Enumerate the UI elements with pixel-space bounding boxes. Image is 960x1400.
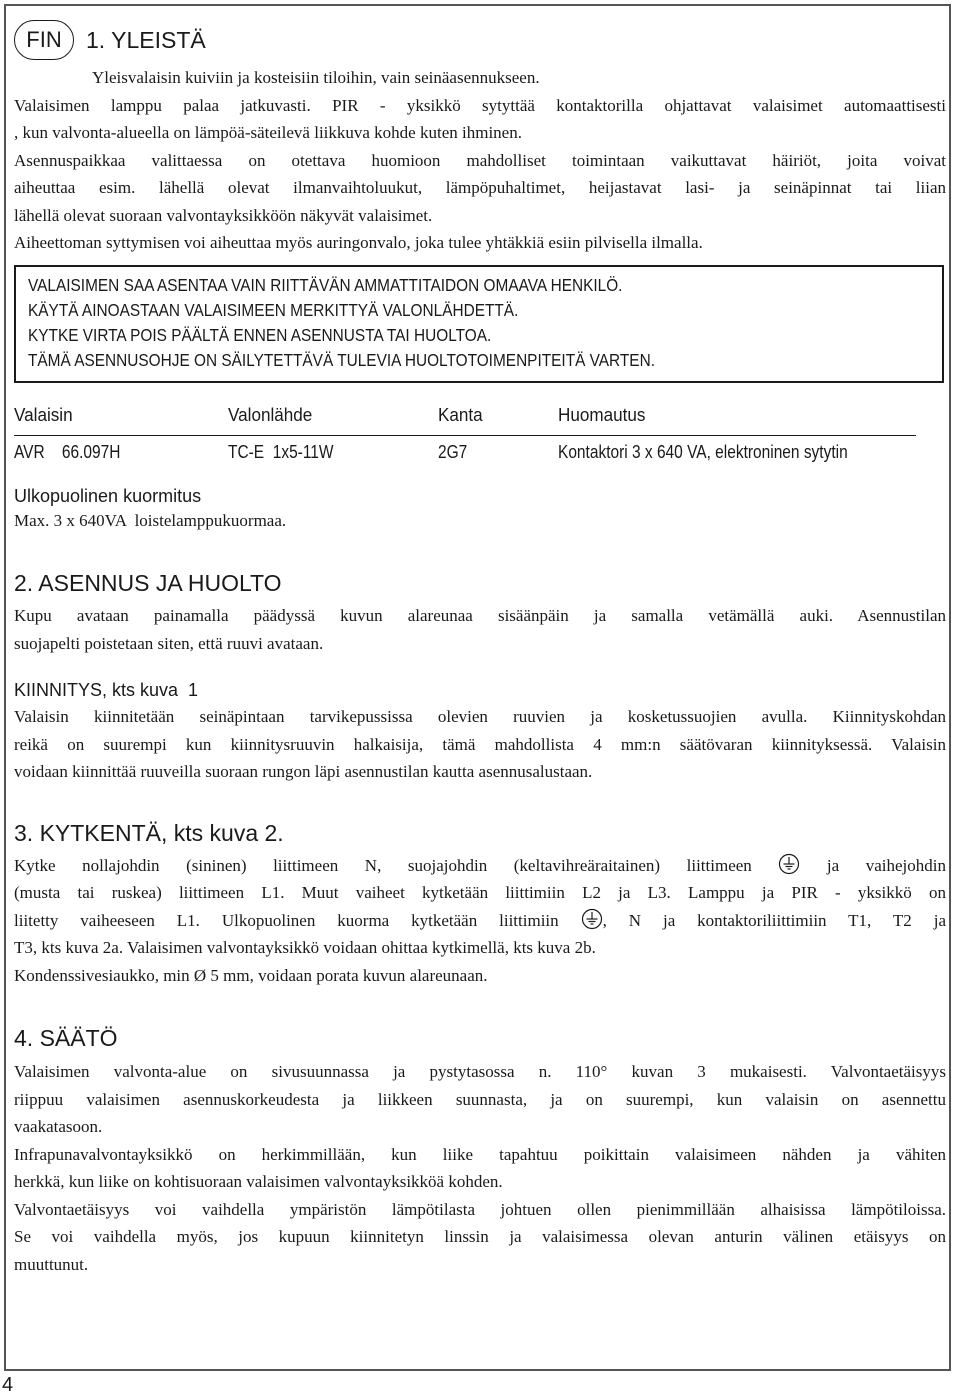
text-line: Kondenssivesiaukko, min Ø 5 mm, voidaan porata kuvun alareunaan. — [14, 965, 488, 985]
text-fragment: , N ja kontaktoriliittimiin T1, T2 ja — [602, 910, 946, 930]
warning-line: KÄYTÄ AINOASTAAN VALAISIMEEN MERKITTYÄ VALONLÄHDETTÄ. — [28, 299, 519, 320]
section-2-text — [14, 602, 946, 657]
text-line: Yleisvalaisin kuiviin ja kosteisiin tiloihin, vain seinäasennukseen. — [92, 68, 540, 87]
text-line: T3, kts kuva 2a. Valaisimen valvontayksikkö voidaan ohittaa kytkimellä, kts kuva 2b. — [14, 938, 596, 957]
section-2-title: 2. ASENNUS JA HUOLTO — [14, 570, 282, 596]
ground-symbol-icon — [778, 853, 800, 875]
text-fragment: ja vaihejohdin — [826, 855, 947, 875]
spec-table-header — [14, 399, 918, 433]
text-line: suojapelti poistetaan siten, että ruuvi avataan. — [14, 633, 324, 653]
text-line: lähellä olevat suoraan valvontayksikköön näkyvät valaisimet. — [14, 205, 433, 225]
text-line: aiheuttaa esim. lähellä olevat ilmanvaihtoluukut, lämpöpuhaltimet, heijastavat lasi- ja seinäpinnat tai liian — [14, 178, 946, 197]
header-luminaire: Valaisin — [14, 404, 73, 425]
mounting-title: KIINNITYS, kts kuva 1 — [14, 680, 199, 700]
text-line: (musta tai ruskea) liittimeen L1. Muut vaiheet kytketään liittimiin L2 ja L3. Lamppu ja PIR - yksikkö on — [14, 883, 946, 902]
text-line: Valaisimen lamppu palaa jatkuvasti. PIR - yksikkö sytyttää kontaktorilla ohjattavat valaisimet automaattisesti — [14, 95, 946, 115]
language-badge: FIN — [14, 20, 74, 60]
external-load-title: Ulkopuolinen kuormitus — [14, 485, 202, 506]
text-line: Aiheettoman syttymisen voi aiheuttaa myös auringonvalo, joka tulee yhtäkkiä esiin pilvisella ilmalla. — [14, 233, 703, 252]
section-1-text — [14, 64, 946, 257]
warning-line: KYTKE VIRTA POIS PÄÄLTÄ ENNEN ASENNUSTA TAI HUOLTOA. — [28, 324, 492, 345]
section-1-title: 1. YLEISTÄ — [86, 26, 206, 53]
text-line: Asennuspaikkaa valittaessa on otettava huomioon mahdolliset toimintaan vaikuttavat häiriöt, joita voivat — [14, 150, 946, 170]
text-line: Se voi vaihdella myös, jos kupuun kiinnitetyn linssin ja valaisimessa olevan anturin välinen etäisyys on — [14, 1227, 946, 1246]
cell-socket: 2G7 — [438, 441, 468, 462]
spec-table — [14, 399, 918, 470]
text-line: , kun valvonta-alueella on lämpöä-säteilevä liikkuva kohde kuten ihminen. — [14, 123, 522, 142]
ground-symbol-icon — [581, 908, 603, 930]
text-line: herkkä, kun liike on kohtisuoraan valaisimen valvontayksikköä kohden. — [14, 1172, 503, 1191]
warning-line: VALAISIMEN SAA ASENTAA VAIN RIITTÄVÄN AMMATTITAIDON OMAAVA HENKILÖ. — [28, 274, 623, 295]
header-light-source: Valonlähde — [228, 404, 313, 425]
text-fragment: liitetty vaiheeseen L1. Ulkopuolinen kuorma kytketään liittimiin — [14, 910, 559, 930]
text-line: reikä on suurempi kun kiinnitysruuvin halkaisija, tämä mahdollista 4 mm:n säätövaran kiinnityksessä. Valaisin — [14, 734, 946, 754]
section-1-header — [14, 18, 946, 62]
text-line — [14, 852, 946, 880]
safety-warning-box — [14, 265, 944, 383]
text-line: muuttunut. — [14, 1254, 89, 1274]
page-number: 4 — [2, 1374, 14, 1396]
text-line: vaakatasoon. — [14, 1117, 103, 1136]
text-fragment: Kytke nollajohdin (sininen) liittimeen N, suojajohdin (keltavihreäraitainen) liittimeen — [14, 855, 752, 875]
text-line: Valaisimen valvonta-alue on sivusuunnassa ja pystytasossa n. 110° kuvan 3 mukaisesti. Valvontaetäisyys — [14, 1062, 946, 1081]
document-content — [14, 18, 946, 1278]
section-4-title: 4. SÄÄTÖ — [14, 1025, 118, 1051]
table-row — [14, 436, 918, 470]
section-4-text — [14, 1058, 946, 1278]
text-line — [14, 907, 946, 935]
header-socket: Kanta — [438, 404, 483, 425]
cell-luminaire: AVR 66.097H — [14, 441, 121, 462]
warning-line: TÄMÄ ASENNUSOHJE ON SÄILYTETTÄVÄ TULEVIA HUOLTOTOIMENPITEITÄ VARTEN. — [28, 349, 655, 370]
text-line: riippuu valaisimen asennuskorkeudesta ja liikkeen suunnasta, ja on suurempi, kun valaisin on asennettu — [14, 1089, 946, 1109]
text-line: Infrapunavalvontayksikkö on herkimmillään, kun liike tapahtuu poikittain valaisimeen nähden ja vähiten — [14, 1144, 946, 1164]
text-line: voidaan kiinnittää ruuveilla suoraan rungon läpi asennustilan kautta asennusalustaan. — [14, 762, 593, 781]
external-load-text: Max. 3 x 640VA loistelamppukuormaa. — [14, 510, 287, 530]
header-notes: Huomautus — [558, 404, 646, 425]
cell-notes: Kontaktori 3 x 640 VA, elektroninen sytytin — [558, 441, 848, 462]
text-line: Valvontaetäisyys voi vaihdella ympäristön lämpötilasta johtuen ollen pienimmillään alhaisissa lämpötiloissa. — [14, 1199, 946, 1219]
text-line: Kupu avataan painamalla päädyssä kuvun alareunaa sisäänpäin ja samalla vetämällä auki. Asennustilan — [14, 606, 946, 625]
section-3-text — [14, 852, 946, 990]
cell-light-source: TC-E 1x5-11W — [228, 441, 334, 462]
mounting-text — [14, 703, 946, 786]
section-3-title: 3. KYTKENTÄ, kts kuva 2. — [14, 819, 284, 846]
text-line: Valaisin kiinnitetään seinäpintaan tarvikepussissa olevien ruuvien ja kosketussuojien avulla. Kiinnityskohdan — [14, 707, 946, 726]
